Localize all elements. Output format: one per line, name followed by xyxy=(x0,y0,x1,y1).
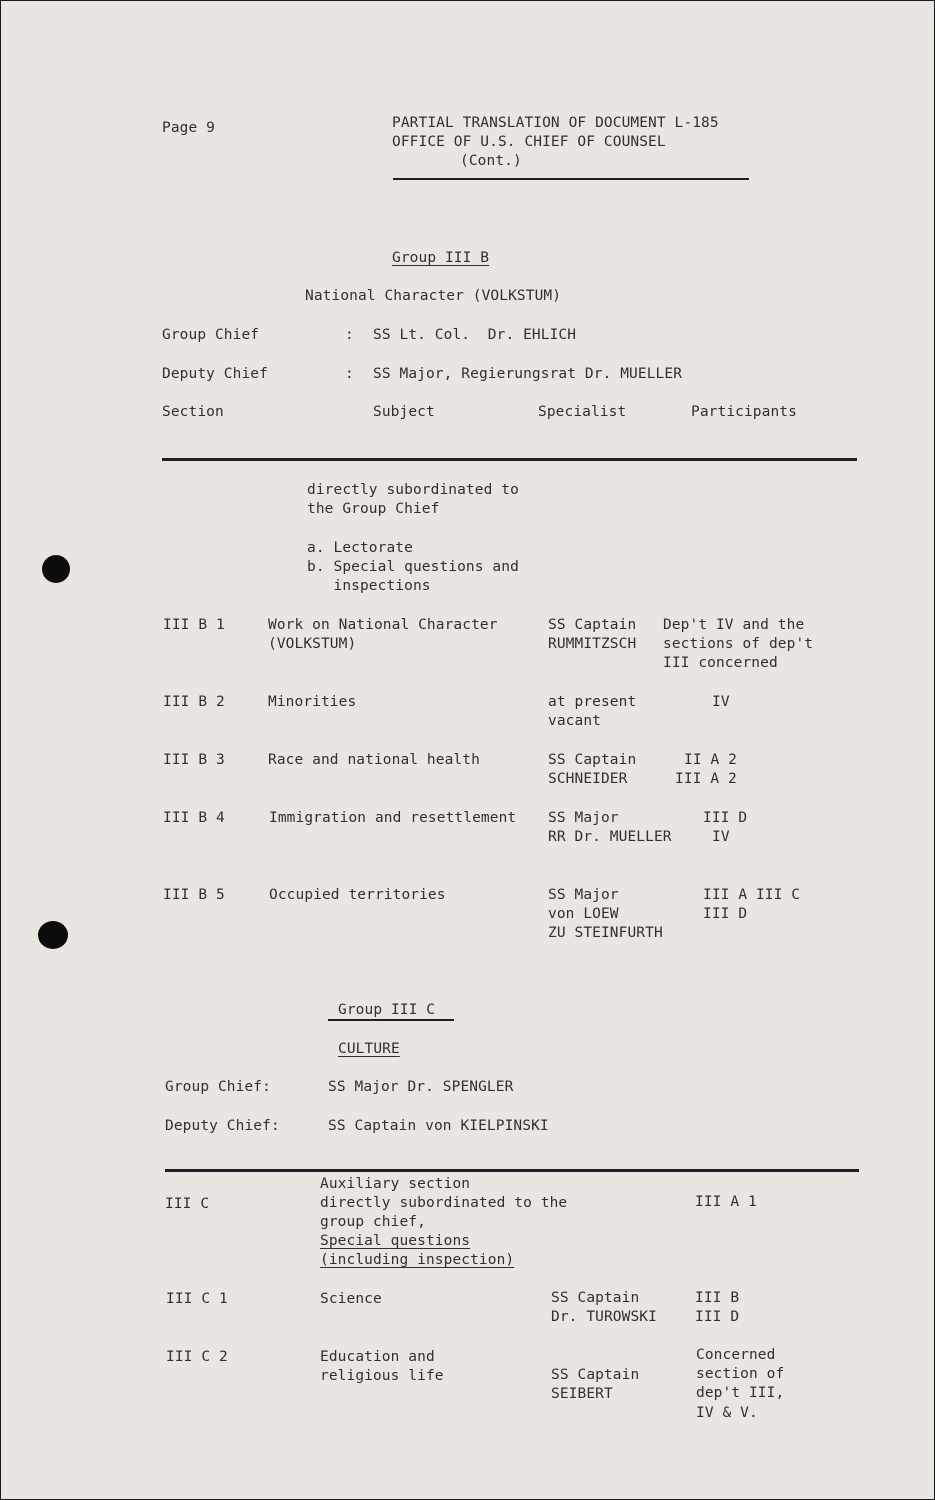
colon: : xyxy=(345,327,354,343)
row-participants: III D xyxy=(703,810,748,826)
group-chief-label: Group Chief: xyxy=(165,1079,271,1095)
row-specialist: SS Captain xyxy=(548,752,637,768)
row-specialist: RUMMITZSCH xyxy=(548,636,637,652)
group-iii-b-heading: Group III B xyxy=(392,250,490,266)
deputy-chief-value: SS Major, Regierungsrat Dr. MUELLER xyxy=(373,366,683,382)
row-specialist: SS Captain xyxy=(551,1290,640,1306)
column-header-specialist: Specialist xyxy=(538,404,627,420)
row-participants: IV & V. xyxy=(696,1405,758,1421)
row-participants: Dep't IV and the xyxy=(663,617,805,633)
deputy-chief-label: Deputy Chief xyxy=(162,366,268,382)
column-header-participants: Participants xyxy=(691,404,797,420)
aux-section-label: III C xyxy=(165,1196,210,1212)
row-participants: III A 2 xyxy=(675,771,737,787)
row-participants: sections of dep't xyxy=(663,636,814,652)
row-participants: IV xyxy=(712,829,730,845)
row-section: III B 4 xyxy=(163,810,225,826)
aux-special-questions: Special questions xyxy=(320,1233,471,1249)
group-iii-c-table-rule xyxy=(165,1169,859,1172)
row-participants: III concerned xyxy=(663,655,778,671)
aux-including-inspection: (including inspection) xyxy=(320,1252,515,1268)
row-specialist: SS Major xyxy=(548,887,619,903)
row-specialist: SS Captain xyxy=(551,1367,640,1383)
colon: : xyxy=(345,366,354,382)
row-subject: Minorities xyxy=(268,694,357,710)
intro-item-a: a. Lectorate xyxy=(307,540,413,556)
row-section: III B 5 xyxy=(163,887,225,903)
row-participants: III B xyxy=(695,1290,740,1306)
row-subject: (VOLKSTUM) xyxy=(268,636,357,652)
column-header-section: Section xyxy=(162,404,224,420)
punch-hole-lower xyxy=(38,921,68,949)
intro-line-2: the Group Chief xyxy=(307,501,440,517)
row-participants: section of xyxy=(696,1366,785,1382)
row-specialist: vacant xyxy=(548,713,601,729)
doc-title-line-3: (Cont.) xyxy=(460,153,522,169)
group-chief-value: SS Lt. Col. Dr. EHLICH xyxy=(373,327,577,343)
row-subject: Science xyxy=(320,1291,382,1307)
doc-title-line-1: PARTIAL TRANSLATION OF DOCUMENT L-185 xyxy=(392,115,719,131)
row-participants: III D xyxy=(695,1309,740,1325)
row-specialist: SEIBERT xyxy=(551,1386,613,1402)
row-specialist: RR Dr. MUELLER xyxy=(548,829,672,845)
row-participants: II A 2 xyxy=(684,752,737,768)
row-participants: IV xyxy=(712,694,730,710)
row-subject: religious life xyxy=(320,1368,444,1384)
row-specialist: von LOEW xyxy=(548,906,619,922)
deputy-chief-value: SS Captain von KIELPINSKI xyxy=(328,1118,549,1134)
deputy-chief-label: Deputy Chief: xyxy=(165,1118,280,1134)
row-specialist: Dr. TUROWSKI xyxy=(551,1309,657,1325)
group-chief-label: Group Chief xyxy=(162,327,260,343)
row-section: III B 2 xyxy=(163,694,225,710)
doc-title-line-2: OFFICE OF U.S. CHIEF OF COUNSEL xyxy=(392,134,666,150)
aux-participants: III A 1 xyxy=(695,1194,757,1210)
header-rule xyxy=(393,178,749,180)
punch-hole-upper xyxy=(42,555,70,583)
aux-line-3: group chief, xyxy=(320,1214,426,1230)
aux-line-2: directly subordinated to the xyxy=(320,1195,568,1211)
row-section: III B 3 xyxy=(163,752,225,768)
row-participants: III A III C xyxy=(703,887,801,903)
column-header-subject: Subject xyxy=(373,404,435,420)
group-iii-b-subheading: National Character (VOLKSTUM) xyxy=(305,288,562,304)
page-label: Page 9 xyxy=(162,120,215,136)
aux-line-1: Auxiliary section xyxy=(320,1176,471,1192)
group-iii-c-heading: Group III C xyxy=(338,1002,436,1018)
row-participants: Concerned xyxy=(696,1347,776,1363)
row-participants: dep't III, xyxy=(696,1385,785,1401)
row-specialist: at present xyxy=(548,694,637,710)
group-iii-c-heading-underline xyxy=(328,1019,454,1021)
intro-item-b-cont: inspections xyxy=(307,578,431,594)
intro-line-1: directly subordinated to xyxy=(307,482,519,498)
row-specialist: SS Major xyxy=(548,810,619,826)
row-section: III C 1 xyxy=(166,1291,228,1307)
group-chief-value: SS Major Dr. SPENGLER xyxy=(328,1079,514,1095)
row-subject: Work on National Character xyxy=(268,617,498,633)
intro-item-b: b. Special questions and xyxy=(307,559,519,575)
row-subject: Education and xyxy=(320,1349,435,1365)
group-iii-c-subheading: CULTURE xyxy=(338,1041,400,1057)
row-participants: III D xyxy=(703,906,748,922)
row-subject: Immigration and resettlement xyxy=(269,810,517,826)
table-header-rule xyxy=(162,458,857,461)
row-specialist: SS Captain xyxy=(548,617,637,633)
row-subject: Race and national health xyxy=(268,752,480,768)
row-subject: Occupied territories xyxy=(269,887,446,903)
row-section: III B 1 xyxy=(163,617,225,633)
row-specialist: SCHNEIDER xyxy=(548,771,628,787)
row-section: III C 2 xyxy=(166,1349,228,1365)
row-specialist: ZU STEINFURTH xyxy=(548,925,663,941)
